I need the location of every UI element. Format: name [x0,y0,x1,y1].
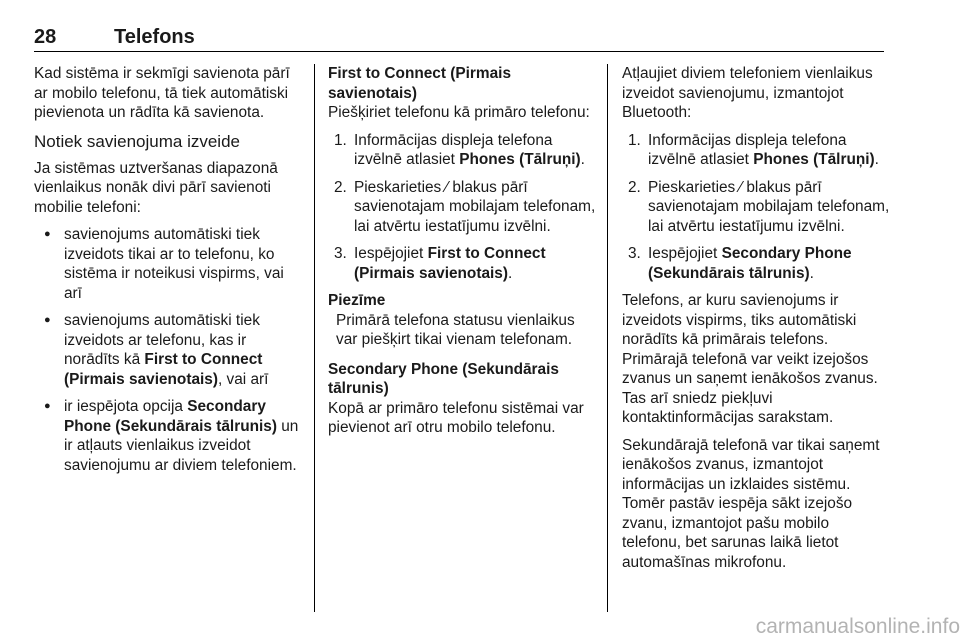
step-text: . [580,151,585,168]
step-text: Iespējojiet [648,245,722,262]
option-name: Secondary Phone (Sekundārais tālrunis) [64,398,277,435]
paragraph: Sekundārajā telefonā var tikai saņemt ienākošos zvanus, izmantojot informācijas un izklaides sistēmu. Tomēr pastāv iespēja sākt izejošo zvanu, izmantojot pašu mobilo telefonu, bet sarunas laikā lietot automašīnas mikrofonu. [622,436,880,571]
step-text: . [809,264,814,282]
column-2 [328,64,596,446]
paragraph: Telefons, ar kuru savienojums ir izveidots vispirms, tiks automātiski norādīts kā primārais telefons. [622,292,857,348]
column-divider [314,64,315,612]
bullet-text: savienojums automātiski tiek izveidots tikai ar to telefonu, ko sistēma ir noteikusi vispirms, vai arī [64,226,284,302]
step-text: Informācijas displeja telefona izvēlnē atlasiet [354,131,553,168]
step-text: . [874,151,879,168]
lead-paragraph: Piešķiriet telefonu kā primāro telefonu: [328,104,590,121]
list-item [622,244,890,283]
list-item [328,131,596,170]
section-title: Secondary Phone (Sekundārais tālrunis) [328,360,559,397]
list-item [34,311,304,389]
option-name: Secondary Phone (Sekundārais tālrunis) [648,245,852,282]
note-text: Primārā telefona statusu vienlaikus var piešķirt tikai vienam telefonam. [336,311,575,348]
watermark: carmanualsonline.info [755,614,960,638]
step-text: Pieskarieties ⁄ blakus pārī savienotajam mobilajam telefonam, lai atvērtu iestatījumu izvēlni. [648,178,890,235]
list-item [34,397,304,475]
menu-name: Phones (Tālruņi) [753,151,875,168]
step-number: 2. [628,178,641,196]
option-name: First to Connect (Pirmais savienotais) [64,351,263,388]
page-header [34,26,884,52]
page-number: 28 [34,26,57,48]
bullet-text: savienojums automātiski tiek izveidots ar telefonu, kas ir norādīts kā [64,312,260,368]
bullet-text: , vai arī [217,370,269,388]
step-text: Pieskarieties ⁄ blakus pārī savienotajam mobilajam telefonam, lai atvērtu iestatījumu izvēlni. [354,178,596,235]
lead-paragraph: Ja sistēmas uztveršanas diapazonā vienlaikus nonāk divi pārī savienoti mobilie telefoni: [34,159,278,216]
section-title: First to Connect (Pirmais savienotais) [328,65,512,102]
column-divider [607,64,608,612]
list-item [622,131,890,170]
step-number: 3. [628,245,641,262]
step-text: Informācijas displeja telefona izvēlnē atlasiet [648,131,847,168]
intro-paragraph: Kad sistēma ir sekmīgi savienota pārī ar mobilo telefonu, tā tiek automātiski pievienota un rādīta kā savienota. [34,65,290,121]
bullet-text: ir iespējota opcija [64,398,188,415]
step-number: 2. [334,178,347,196]
column-3 [622,64,890,580]
step-list [622,131,890,284]
step-number: 3. [334,245,347,262]
note-title: Piezīme [328,292,386,309]
step-text: Iespējojiet [354,245,428,262]
menu-name: Phones (Tālruņi) [459,151,581,168]
list-item [34,225,304,303]
paragraph: Primārajā telefonā var veikt izejošos zvanus un saņemt ienākošos zvanus. Tas arī sniedz piekļuvi kontaktinformācijas sarakstam. [622,350,878,426]
step-number: 1. [628,131,641,149]
step-number: 1. [334,131,347,149]
bullet-text: un ir atļauts vienlaikus izveidot savienojumu ar diviem telefoniem. [64,417,299,474]
step-text: . [507,264,513,282]
step-list [328,131,596,284]
list-item [328,244,596,283]
column-1 [34,64,304,483]
bullet-list [34,225,304,475]
option-name: First to Connect (Pirmais savienotais) [354,245,546,282]
list-item [622,178,890,237]
chapter-title: Telefons [114,26,195,48]
section-paragraph: Kopā ar primāro telefonu sistēmai var pievienot arī otru mobilo telefonu. [328,399,584,436]
section-heading: Notiek savienojuma izveide [34,131,240,151]
list-item [328,178,596,237]
lead-paragraph: Atļaujiet diviem telefoniem vienlaikus izveidot savienojumu, izmantojot Bluetooth: [622,65,873,121]
